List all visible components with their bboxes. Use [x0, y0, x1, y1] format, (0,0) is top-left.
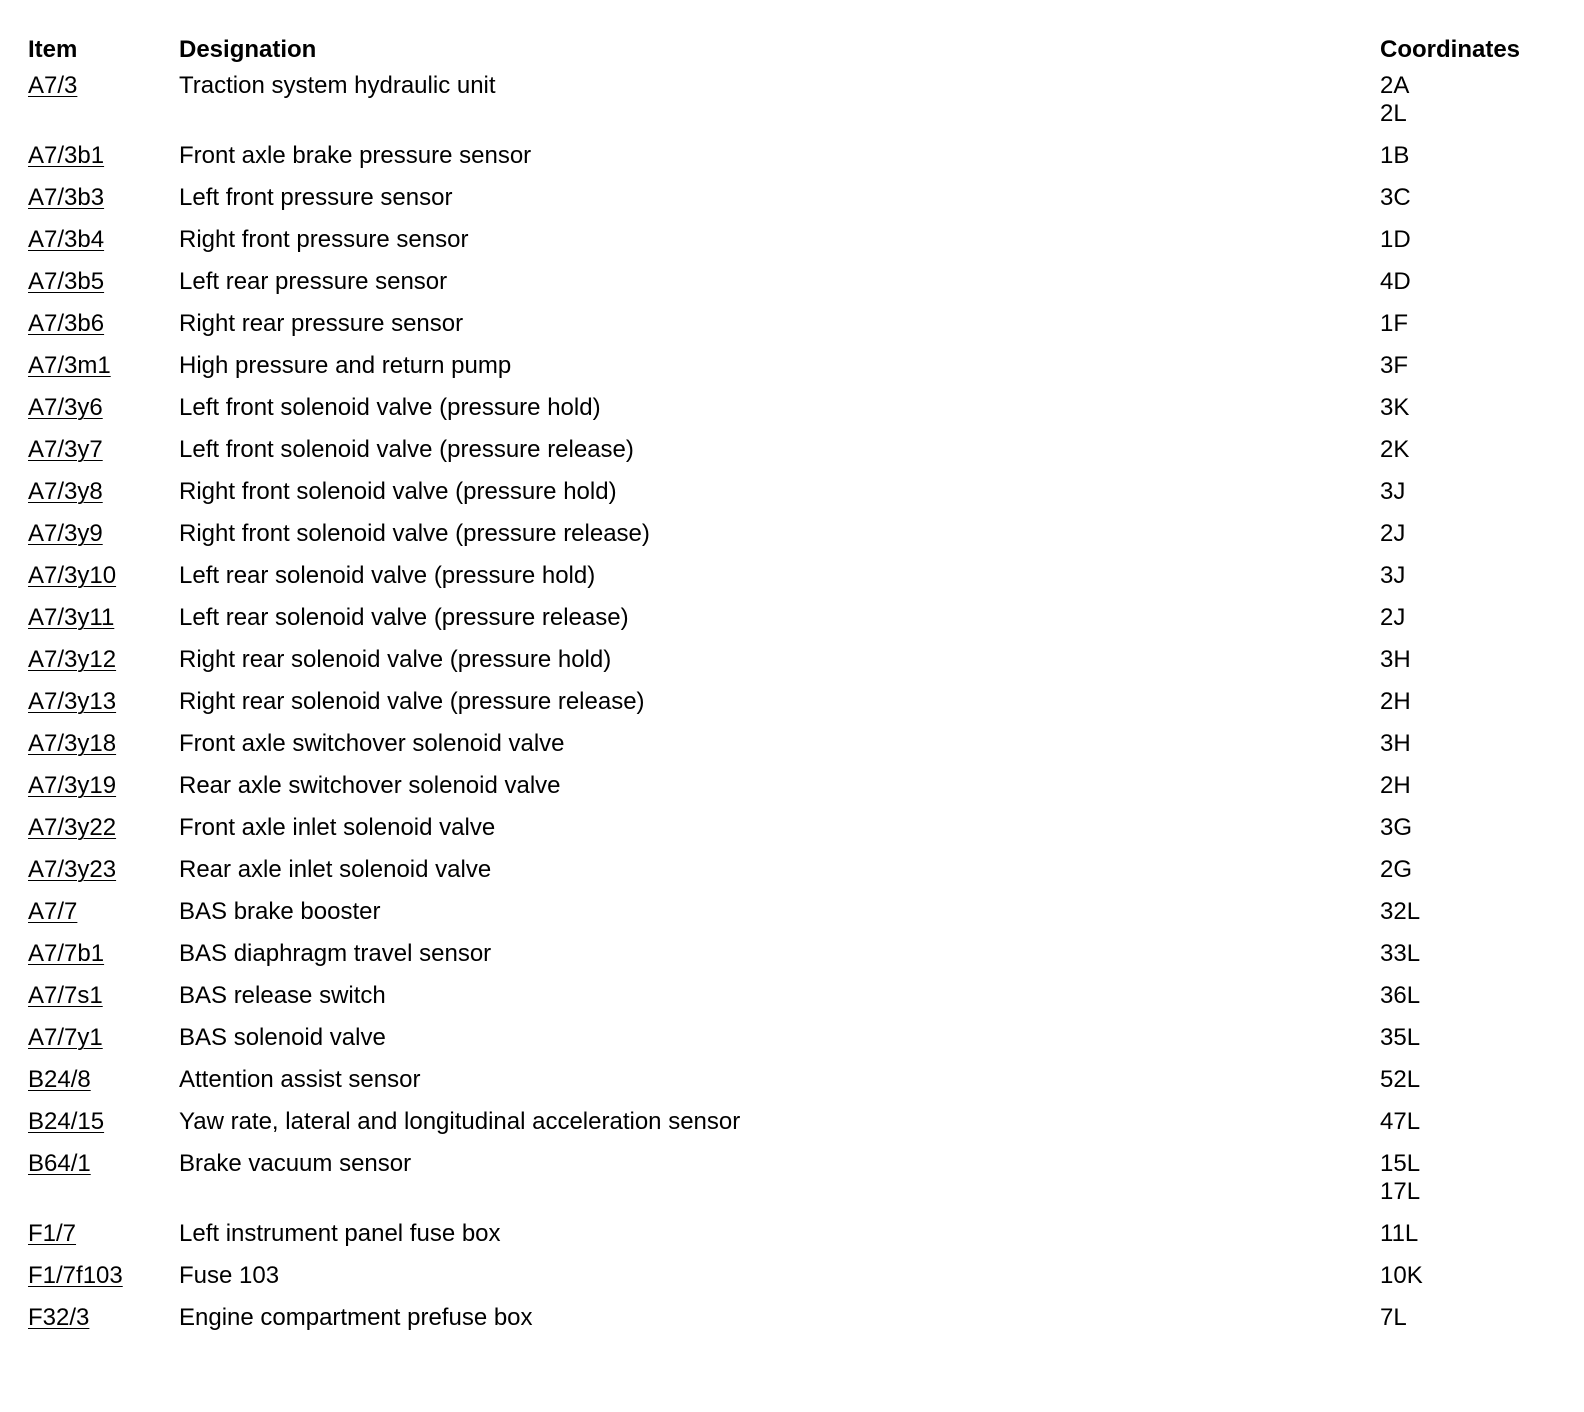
coordinate-value: 52L: [1380, 1066, 1421, 1093]
designation-cell: Right front solenoid valve (pressure release): [179, 520, 650, 547]
item-link[interactable]: A7/3y10: [28, 562, 117, 589]
designation-cell: Left instrument panel fuse box: [179, 1220, 501, 1247]
table-row: [28, 1108, 1568, 1150]
coordinates-cell: [1380, 688, 1568, 730]
item-link[interactable]: B64/1: [28, 1150, 91, 1177]
item-cell: [28, 184, 179, 226]
coordinates-cell: [1380, 310, 1568, 352]
coordinate-value: 3H: [1380, 730, 1411, 757]
item-link[interactable]: A7/7b1: [28, 940, 105, 967]
coordinate-value: 3K: [1380, 394, 1410, 421]
designation-cell: Right rear pressure sensor: [179, 310, 464, 337]
coordinates-cell: [1380, 184, 1568, 226]
item-link[interactable]: A7/3b1: [28, 142, 105, 169]
coordinates-cell: [1380, 436, 1568, 478]
item-cell: [28, 1108, 179, 1150]
coordinates-cell: [1380, 856, 1568, 898]
item-cell: [28, 72, 179, 142]
table-row: [28, 268, 1568, 310]
item-link[interactable]: A7/3y23: [28, 856, 117, 883]
item-link[interactable]: A7/3m1: [28, 352, 111, 379]
coordinate-value: 47L: [1380, 1108, 1421, 1135]
table-header-row: [28, 36, 1568, 72]
item-link[interactable]: B24/15: [28, 1108, 105, 1135]
table-row: [28, 226, 1568, 268]
coordinates-cell: [1380, 268, 1568, 310]
item-link[interactable]: A7/3b4: [28, 226, 105, 253]
item-link[interactable]: A7/3: [28, 72, 78, 99]
coordinates-cell: [1380, 142, 1568, 184]
coordinates-cell: [1380, 982, 1568, 1024]
table-row: [28, 310, 1568, 352]
table-row: [28, 142, 1568, 184]
item-cell: [28, 772, 179, 814]
item-cell: [28, 520, 179, 562]
table-row: [28, 856, 1568, 898]
designation-cell: Left rear solenoid valve (pressure hold): [179, 562, 596, 589]
coordinate-value: 4D: [1380, 268, 1411, 295]
coordinates-cell: [1380, 772, 1568, 814]
coordinates-cell: [1380, 814, 1568, 856]
item-link[interactable]: A7/3b3: [28, 184, 105, 211]
item-link[interactable]: F32/3: [28, 1304, 90, 1331]
table-row: [28, 72, 1568, 142]
coordinate-value: 35L: [1380, 1024, 1421, 1051]
item-link[interactable]: A7/3b5: [28, 268, 105, 295]
item-cell: [28, 436, 179, 478]
table-row: [28, 898, 1568, 940]
designation-cell: Right front pressure sensor: [179, 226, 469, 253]
designation-cell: Left rear pressure sensor: [179, 268, 448, 295]
designation-cell: Rear axle inlet solenoid valve: [179, 856, 492, 883]
table-row: [28, 604, 1568, 646]
coordinate-value: 2G: [1380, 856, 1413, 883]
coordinates-cell: [1380, 394, 1568, 436]
item-cell: [28, 142, 179, 184]
item-link[interactable]: A7/3y9: [28, 520, 103, 547]
coordinate-value: 2H: [1380, 772, 1411, 799]
coordinates-cell: [1380, 1150, 1568, 1220]
item-cell: [28, 352, 179, 394]
designation-cell: Traction system hydraulic unit: [179, 72, 496, 99]
item-link[interactable]: A7/7s1: [28, 982, 103, 1009]
designation-cell: Rear axle switchover solenoid valve: [179, 772, 561, 799]
item-cell: [28, 226, 179, 268]
coordinate-value: 1F: [1380, 310, 1409, 337]
item-cell: [28, 310, 179, 352]
designation-cell: BAS solenoid valve: [179, 1024, 386, 1051]
designation-cell: Brake vacuum sensor: [179, 1150, 412, 1177]
table-row: [28, 688, 1568, 730]
table-row: [28, 1066, 1568, 1108]
coordinate-value: 2L: [1380, 100, 1407, 127]
coordinates-cell: [1380, 352, 1568, 394]
designation-cell: Right rear solenoid valve (pressure hold): [179, 646, 612, 673]
designation-cell: BAS release switch: [179, 982, 386, 1009]
coordinate-value: 2H: [1380, 688, 1411, 715]
table-row: [28, 730, 1568, 772]
coordinate-value: 11L: [1380, 1220, 1419, 1247]
item-link[interactable]: A7/3y8: [28, 478, 103, 505]
coordinate-value: 3C: [1380, 184, 1411, 211]
table-row: [28, 982, 1568, 1024]
designation-cell: Front axle brake pressure sensor: [179, 142, 532, 169]
item-cell: [28, 940, 179, 982]
item-cell: [28, 1220, 179, 1262]
designation-cell: Fuse 103: [179, 1262, 280, 1289]
designation-cell: BAS diaphragm travel sensor: [179, 940, 492, 967]
designation-column-header: Designation: [179, 36, 317, 63]
coordinate-value: 1B: [1380, 142, 1410, 169]
coordinates-cell: [1380, 1304, 1568, 1346]
item-cell: [28, 1066, 179, 1108]
coordinates-column-header: Coordinates: [1380, 36, 1521, 63]
coordinate-value: 36L: [1380, 982, 1421, 1009]
table-row: [28, 814, 1568, 856]
designation-cell: Attention assist sensor: [179, 1066, 421, 1093]
table-row: [28, 646, 1568, 688]
coordinates-cell: [1380, 1220, 1568, 1262]
coordinate-value: 33L: [1380, 940, 1421, 967]
item-cell: [28, 394, 179, 436]
item-cell: [28, 688, 179, 730]
coordinates-cell: [1380, 898, 1568, 940]
coordinates-cell: [1380, 1108, 1568, 1150]
item-link[interactable]: A7/3y18: [28, 730, 117, 757]
coordinate-value: 3H: [1380, 646, 1411, 673]
coordinates-cell: [1380, 730, 1568, 772]
designation-cell: Left rear solenoid valve (pressure release): [179, 604, 629, 631]
item-link[interactable]: B24/8: [28, 1066, 91, 1093]
coordinates-cell: [1380, 72, 1568, 142]
designation-cell: Front axle switchover solenoid valve: [179, 730, 565, 757]
designation-cell: Right front solenoid valve (pressure hold): [179, 478, 617, 505]
item-cell: [28, 268, 179, 310]
coordinates-cell: [1380, 562, 1568, 604]
designation-cell: Left front solenoid valve (pressure release): [179, 436, 634, 463]
coordinates-cell: [1380, 226, 1568, 268]
table-row: [28, 436, 1568, 478]
item-cell: [28, 898, 179, 940]
table-row: [28, 520, 1568, 562]
table-body: [28, 72, 1568, 1346]
table-row: [28, 562, 1568, 604]
component-legend-table: [28, 36, 1568, 1346]
coordinate-value: 10K: [1380, 1262, 1423, 1289]
item-cell: [28, 1304, 179, 1346]
item-cell: [28, 856, 179, 898]
coordinate-value: 3F: [1380, 352, 1409, 379]
table-row: [28, 478, 1568, 520]
table-row: [28, 184, 1568, 226]
item-link[interactable]: F1/7f103: [28, 1262, 123, 1289]
coordinate-value: 32L: [1380, 898, 1421, 925]
designation-cell: Yaw rate, lateral and longitudinal acceleration sensor: [179, 1108, 741, 1135]
table-row: [28, 394, 1568, 436]
item-cell: [28, 478, 179, 520]
item-link[interactable]: A7/3y6: [28, 394, 103, 421]
coordinate-value: 3J: [1380, 562, 1406, 589]
item-link[interactable]: A7/7y1: [28, 1024, 103, 1051]
item-cell: [28, 1024, 179, 1066]
designation-cell: Engine compartment prefuse box: [179, 1304, 533, 1331]
item-cell: [28, 562, 179, 604]
item-cell: [28, 604, 179, 646]
designation-cell: Front axle inlet solenoid valve: [179, 814, 496, 841]
item-cell: [28, 814, 179, 856]
item-link[interactable]: A7/3y11: [28, 604, 115, 631]
designation-cell: Left front solenoid valve (pressure hold): [179, 394, 601, 421]
coordinate-value: 2J: [1380, 604, 1406, 631]
coordinates-cell: [1380, 1262, 1568, 1304]
coordinates-cell: [1380, 604, 1568, 646]
coordinate-value: 2J: [1380, 520, 1406, 547]
designation-cell: Left front pressure sensor: [179, 184, 453, 211]
designation-cell: High pressure and return pump: [179, 352, 512, 379]
coordinates-cell: [1380, 940, 1568, 982]
table-row: [28, 1262, 1568, 1304]
item-link[interactable]: A7/7: [28, 898, 78, 925]
coordinate-value: 2K: [1380, 436, 1410, 463]
coordinate-value: 3J: [1380, 478, 1406, 505]
item-link[interactable]: F1/7: [28, 1220, 77, 1247]
coordinate-value: 15L: [1380, 1150, 1421, 1177]
table-row: [28, 1150, 1568, 1220]
item-link[interactable]: A7/3y7: [28, 436, 103, 463]
coordinate-value: 2A: [1380, 72, 1410, 99]
item-cell: [28, 1262, 179, 1304]
item-cell: [28, 646, 179, 688]
item-cell: [28, 730, 179, 772]
coordinates-cell: [1380, 646, 1568, 688]
item-column-header: Item: [28, 36, 78, 63]
coordinates-cell: [1380, 520, 1568, 562]
item-link[interactable]: A7/3y12: [28, 646, 117, 673]
item-link[interactable]: A7/3b6: [28, 310, 105, 337]
coordinates-cell: [1380, 1024, 1568, 1066]
coordinate-value: 7L: [1380, 1304, 1407, 1331]
item-cell: [28, 982, 179, 1024]
coordinate-value: 3G: [1380, 814, 1413, 841]
item-link[interactable]: A7/3y22: [28, 814, 117, 841]
item-link[interactable]: A7/3y19: [28, 772, 117, 799]
designation-cell: BAS brake booster: [179, 898, 381, 925]
table-row: [28, 772, 1568, 814]
coordinate-value: 1D: [1380, 226, 1411, 253]
coordinates-cell: [1380, 478, 1568, 520]
item-cell: [28, 1150, 179, 1220]
designation-cell: Right rear solenoid valve (pressure release): [179, 688, 645, 715]
coordinate-value: 17L: [1380, 1178, 1421, 1205]
item-link[interactable]: A7/3y13: [28, 688, 117, 715]
table-row: [28, 1220, 1568, 1262]
table-row: [28, 940, 1568, 982]
table-row: [28, 352, 1568, 394]
table-row: [28, 1304, 1568, 1346]
table-row: [28, 1024, 1568, 1066]
coordinates-cell: [1380, 1066, 1568, 1108]
